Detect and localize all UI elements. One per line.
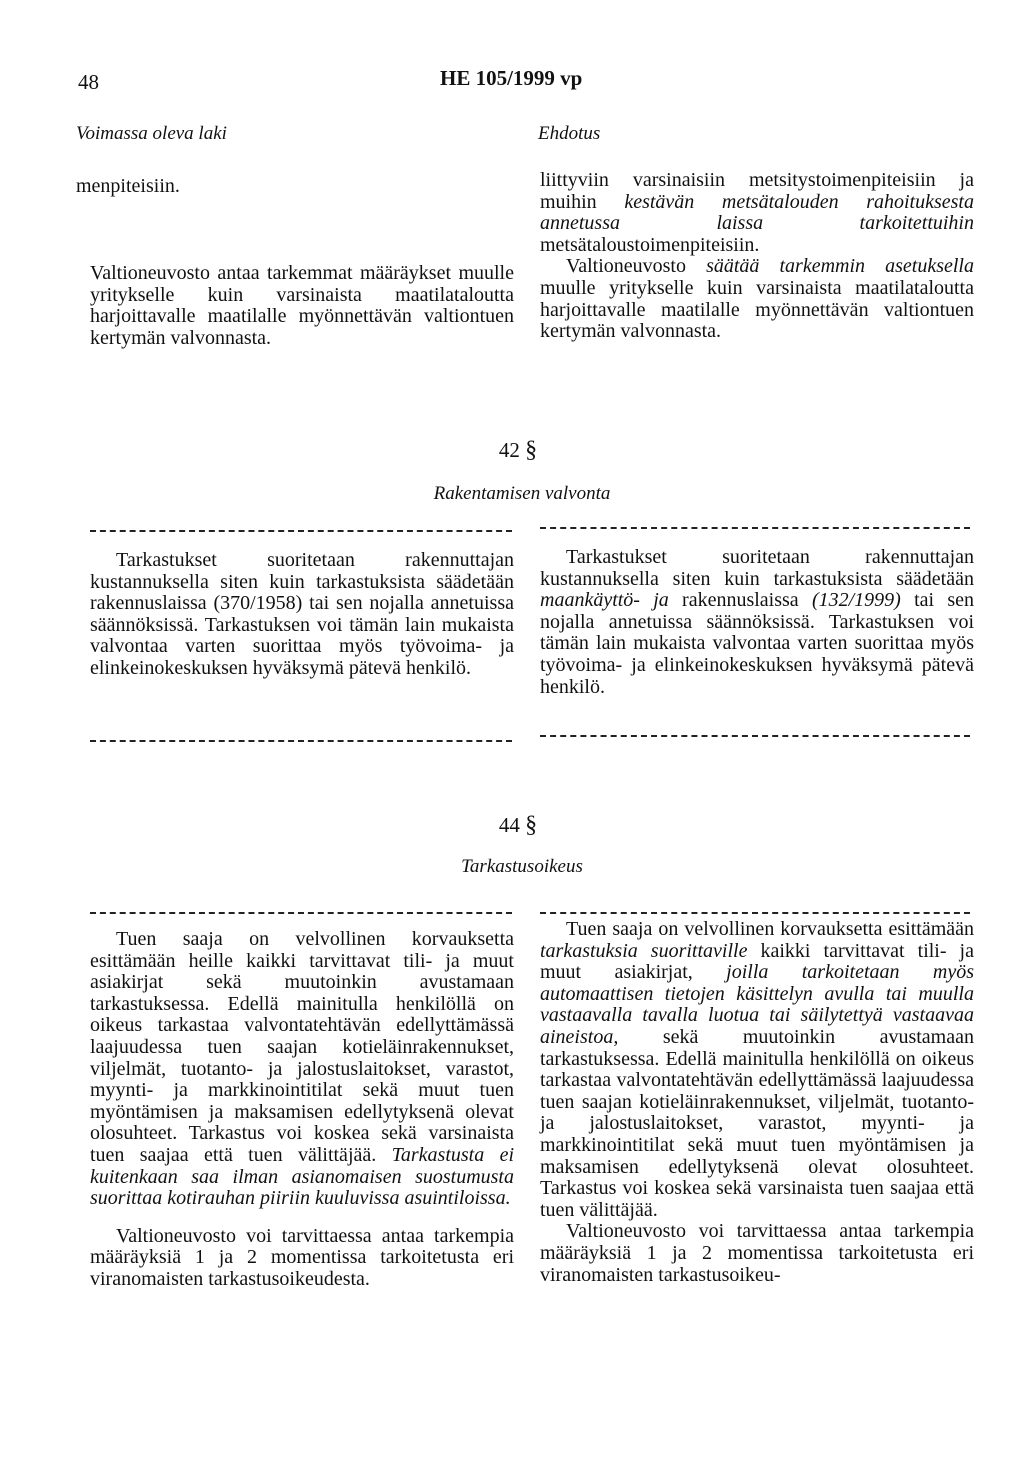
text-run: Valtioneuvosto <box>566 255 707 278</box>
section-42-title: Rakentamisen valvonta <box>433 483 611 504</box>
left-top-block-2 <box>90 263 514 349</box>
text-run: Tuen saaja on velvollinen korvauksetta esittämään <box>566 918 974 940</box>
italic-run: Tarkastusta ei kuitenkaan saa ilman asianomaisen suostumusta suorittaa kotirauhan piiriin kuuluvissa asuintiloissa. <box>90 1143 514 1210</box>
section-42-right-block <box>540 547 974 698</box>
dashed-separator <box>90 530 512 532</box>
italic-run: tarkastuksia suorittaville <box>540 939 748 962</box>
section-42-number <box>418 437 618 464</box>
italic-run: maankäyttö- ja <box>540 589 669 612</box>
left-top-block <box>76 176 500 198</box>
section-number: 44 <box>498 813 520 837</box>
dashed-separator <box>540 912 970 914</box>
text-run: muulle yritykselle kuin varsinaista maatilataloutta harjoittavalle maatilalle myönnettävän valtiontuen kertymän valvonnasta. <box>540 276 974 343</box>
section-44-left-paragraph-2: Valtioneuvosto voi tarvittaessa antaa tarkempia määräyksiä 1 ja 2 momentissa tarkoitetusta eri viranomaisten tarkastusoikeudesta. <box>90 1224 514 1290</box>
section-44-number <box>418 812 618 839</box>
section-42-left-text: Tarkastukset suoritetaan rakennuttajan kustannuksella siten kuin tarkastuksista säädetään rakennuslaissa (370/1958) tai sen nojalla annetuissa säännöksissä. Tarkastuksen voi tämän lain mukaista valvontaa varten suorittaa myös työvoima- ja elinkeinokeskuksen hyväksymä pätevä henkilö. <box>90 549 514 679</box>
section-44-right-paragraph-1 <box>540 919 974 1221</box>
section-44-right-paragraph-2: Valtioneuvosto voi tarvittaessa antaa tarkempia määräyksiä 1 ja 2 momentissa tarkoitetusta eri viranomaisten tarkastusoikeu- <box>540 1220 974 1286</box>
left-top-paragraph-2: Valtioneuvosto antaa tarkemmat määräykset muulle yritykselle kuin varsinaista maatilataloutta harjoittavalle maatilalle myönnettävän valtiontuen kertymän valvonnasta. <box>90 262 514 349</box>
text-run: tai sen nojalla annetuissa säännöksissä. Tarkastuksen voi tämän lain mukaista valvontaa varten suorittaa myös työvoima- ja elinkeinokeskuksen hyväksymä pätevä henkilö. <box>540 589 975 698</box>
italic-run: säätää tarkemmin asetuksella <box>706 255 974 278</box>
dashed-separator <box>90 912 512 914</box>
document-id: HE 105/1999 vp <box>440 66 583 90</box>
text-run: liittyviin varsinaisiin metsitystoimenpiteisiin ja muihin <box>540 169 974 213</box>
dashed-separator <box>90 740 512 742</box>
dashed-separator <box>540 527 970 529</box>
right-top-block <box>540 170 974 343</box>
left-column-title: Voimassa oleva laki <box>76 123 227 144</box>
right-top-paragraph-1 <box>540 170 974 256</box>
dashed-separator <box>540 735 970 737</box>
section-44-title: Tarkastusoikeus <box>461 856 583 877</box>
italic-run: (132/1999) <box>811 589 901 612</box>
text-run: sekä muutoinkin avustamaan tarkastuksessa. Edellä mainitulla henkilöllä on oikeus tarkastaa valvontatehtävän edellyttämässä laajuudessa tuen saajan kotieläinrakennukset, viljelmät, tuotanto- ja jalostuslaitokset, varastot, myynti- ja markkinointitilat sekä muut tuen myöntämisen ja maksamisen edellytyksenä olevat olosuhteet. Tarkastus voi koskea sekä varsinaista tuen saajaa että tuen välittäjää. <box>540 1025 974 1221</box>
section-44-left-block <box>90 929 514 1291</box>
left-top-paragraph-1: menpiteisiin. <box>76 175 180 197</box>
section-number: 42 <box>498 438 520 462</box>
section-symbol: § <box>525 437 538 463</box>
italic-run: kestävän metsätalouden rahoituksesta annetussa laissa tarkoitettuihin <box>540 190 974 235</box>
text-run: Tuen saaja on velvollinen korvauksetta esittämään heille kaikki tarvittavat tili- ja muut asiakirjat sekä muutoinkin avustamaan tarkastuksessa. Edellä mainitulla henkilöllä on oikeus tarkastaa valvontatehtävän edellyttämässä laajuudessa tuen saajan kotieläinrakennukset, viljelmät, tuotanto- ja jalostuslaitokset, varastot, myynti- ja markkinointitilat sekä muut tuen myöntämisen ja maksamisen edellytyksenä olevat olosuhteet. Tarkastus voi koskea sekä varsinaista tuen saajaa että tuen välittäjää. <box>90 928 514 1166</box>
text-run: Tarkastukset suoritetaan rakennuttajan kustannuksella siten kuin tarkastuksista säädetään <box>540 546 974 590</box>
section-44-right-block <box>540 919 974 1286</box>
text-run: kaikki tarvittavat tili- ja muut asiakirjat, <box>540 939 974 984</box>
italic-run: joilla tarkoitetaan myös automaattisen tietojen käsittelyn avulla tai muulla vastaavalla tavalla luotua tai säilytettyä vastaavaa aineistoa, <box>540 961 974 1048</box>
text-run: rakennuslaissa <box>668 589 812 612</box>
section-symbol: § <box>525 812 538 838</box>
right-column-title: Ehdotus <box>538 123 601 144</box>
section-44-left-paragraph-1 <box>90 929 514 1210</box>
text-run: metsätaloustoimenpiteisiin. <box>540 233 760 256</box>
section-42-right-text <box>540 547 974 698</box>
section-42-left-block <box>90 550 514 680</box>
right-top-paragraph-2 <box>540 256 974 342</box>
page-number: 48 <box>78 70 99 94</box>
